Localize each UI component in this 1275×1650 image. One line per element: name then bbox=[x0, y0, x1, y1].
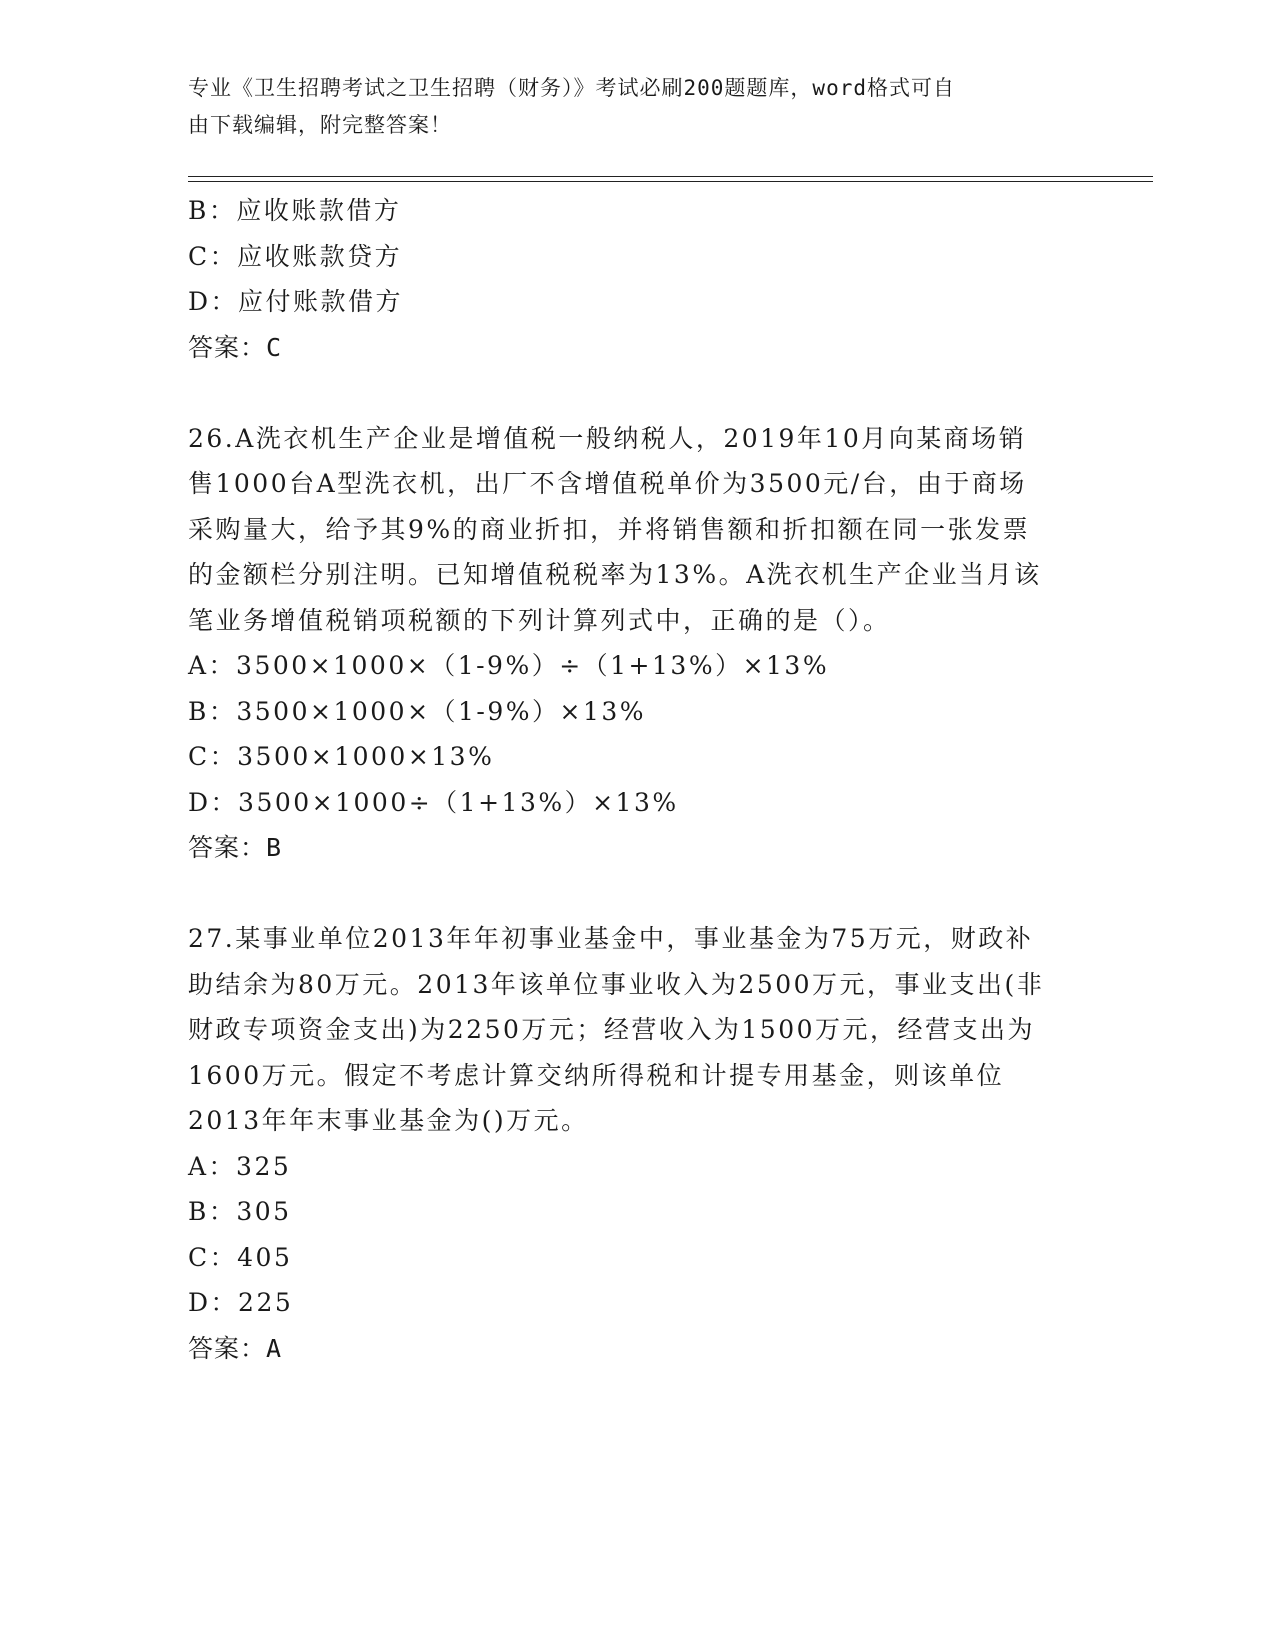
answer: 答案：B bbox=[188, 833, 283, 862]
answer: 答案：A bbox=[188, 1333, 283, 1363]
question-stem-line: 助结余为80万元。2013年该单位事业收入为2500万元，事业支出(非 bbox=[188, 969, 1045, 999]
option-a: A：325 bbox=[188, 1151, 292, 1181]
question-stem-line: 26.A洗衣机生产企业是增值税一般纳税人，2019年10月向某商场销 bbox=[188, 423, 1027, 453]
question-stem-line: 1600万元。假定不考虑计算交纳所得税和计提专用基金，则该单位 bbox=[188, 1060, 1005, 1090]
document-header bbox=[188, 70, 1068, 144]
option-c: C：应收账款贷方 bbox=[188, 241, 403, 271]
option-b: B：3500×1000×（1-9%）×13% bbox=[188, 696, 647, 726]
question-stem-line: 售1000台A型洗衣机，出厂不含增值税单价为3500元/台，由于商场 bbox=[188, 469, 1027, 498]
question-stem-line: 27.某事业单位2013年年初事业基金中，事业基金为75万元，财政补 bbox=[188, 924, 1034, 953]
question-stem-line: 财政专项资金支出)为2250万元；经营收入为1500万元，经营支出为 bbox=[188, 1015, 1036, 1044]
option-c: C：3500×1000×13% bbox=[188, 742, 495, 771]
question-stem-line: 采购量大，给予其9%的商业折扣，并将销售额和折扣额在同一张发票 bbox=[188, 514, 1031, 544]
question-27 bbox=[188, 916, 1088, 1371]
question-26 bbox=[188, 416, 1088, 871]
header-line-2: 由下载编辑，附完整答案！ bbox=[188, 113, 452, 137]
option-c: C：405 bbox=[188, 1242, 293, 1272]
question-stem-line: 2013年年末事业基金为()万元。 bbox=[188, 1106, 589, 1135]
question-stem-line: 笔业务增值税销项税额的下列计算列式中，正确的是（）。 bbox=[188, 605, 891, 635]
spacer bbox=[188, 871, 1088, 917]
spacer bbox=[188, 370, 1088, 416]
answer: 答案：C bbox=[188, 332, 283, 362]
document-body bbox=[188, 188, 1088, 1371]
option-a: A：3500×1000×（1-9%）÷（1+13%）×13% bbox=[188, 651, 830, 680]
header-divider-top bbox=[188, 176, 1153, 177]
header-line-1: 专业《卫生招聘考试之卫生招聘（财务）》考试必刷200题题库，word格式可自 bbox=[188, 76, 955, 100]
option-b: B：应收账款借方 bbox=[188, 196, 402, 225]
header-divider-bottom bbox=[188, 181, 1153, 182]
question-stem-line: 的金额栏分别注明。已知增值税税率为13%。A洗衣机生产企业当月该 bbox=[188, 560, 1042, 589]
option-d: D：3500×1000÷（1+13%）×13% bbox=[188, 787, 679, 817]
option-b: B：305 bbox=[188, 1197, 292, 1226]
option-d: D：应付账款借方 bbox=[188, 287, 404, 316]
option-d: D：225 bbox=[188, 1288, 294, 1317]
question-25-continued bbox=[188, 188, 1088, 370]
